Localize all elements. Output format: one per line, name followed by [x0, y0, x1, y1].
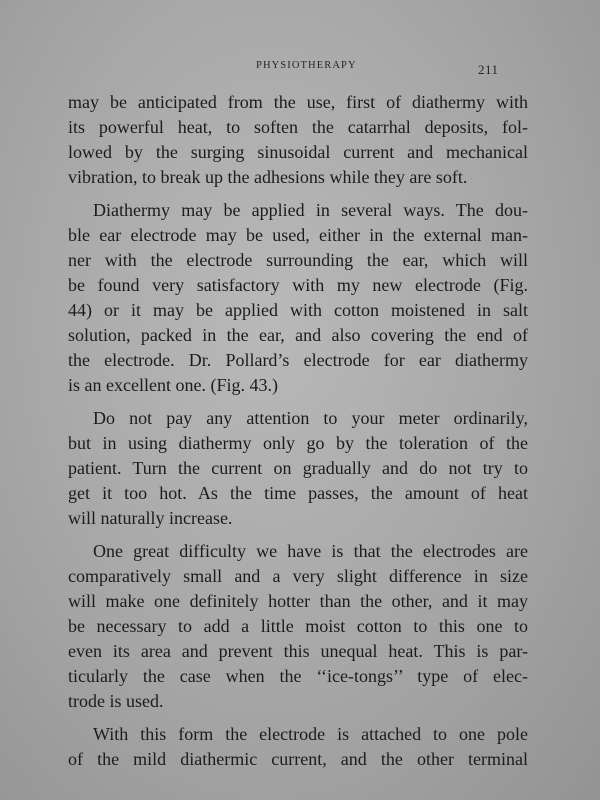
text-line: comparatively small and a very slight difference in size: [68, 566, 528, 586]
page-number: 211: [478, 62, 499, 77]
text-line: will naturally increase.: [68, 508, 233, 528]
running-title: PHYSIOTHERAPY: [256, 60, 357, 71]
text-line: is an excellent one. (Fig. 43.): [68, 375, 278, 395]
text-line: patient. Turn the current on gradually and do not try to: [68, 458, 528, 478]
text-line: One great difficulty we have is that the electrodes are: [93, 541, 528, 561]
text-line: vibration, to break up the adhesions while they are soft.: [68, 167, 468, 187]
text-line: may be anticipated from the use, first of diathermy with: [68, 92, 528, 112]
text-line: will make one definitely hotter than the other, and it may: [68, 591, 528, 611]
text-line: be necessary to add a little moist cotton to this one to: [68, 616, 528, 636]
paragraph-1: [68, 90, 528, 190]
paragraph-4: [68, 539, 528, 714]
body-text: [68, 90, 528, 780]
text-line: Diathermy may be applied in several ways. The dou-: [93, 200, 528, 220]
text-line: lowed by the surging sinusoidal current and mechanical: [68, 142, 528, 162]
text-line: 44) or it may be applied with cotton moistened in salt: [68, 300, 528, 320]
text-line: With this form the electrode is attached to one pole: [93, 724, 528, 744]
text-line: get it too hot. As the time passes, the amount of heat: [68, 483, 528, 503]
text-line: Do not pay any attention to your meter ordinarily,: [93, 408, 528, 428]
text-line: of the mild diathermic current, and the other terminal: [68, 749, 528, 769]
text-line: but in using diathermy only go by the toleration of the: [68, 433, 528, 453]
text-line: ble ear electrode may be used, either in the external man-: [68, 225, 528, 245]
text-line: trode is used.: [68, 691, 164, 711]
text-line: solution, packed in the ear, and also covering the end of: [68, 325, 528, 345]
text-line: ticularly the case when the ‘‘ice-tongs’’ type of elec-: [68, 666, 528, 686]
paragraph-5: [68, 722, 528, 772]
paragraph-2: [68, 198, 528, 398]
running-head: [0, 60, 600, 80]
text-line: the electrode. Dr. Pollard’s electrode for ear diathermy: [68, 350, 528, 370]
text-line: its powerful heat, to soften the catarrhal deposits, fol-: [68, 117, 528, 137]
paragraph-3: [68, 406, 528, 531]
text-line: ner with the electrode surrounding the ear, which will: [68, 250, 528, 270]
text-line: be found very satisfactory with my new electrode (Fig.: [68, 275, 528, 295]
text-line: even its area and prevent this unequal heat. This is par-: [68, 641, 528, 661]
